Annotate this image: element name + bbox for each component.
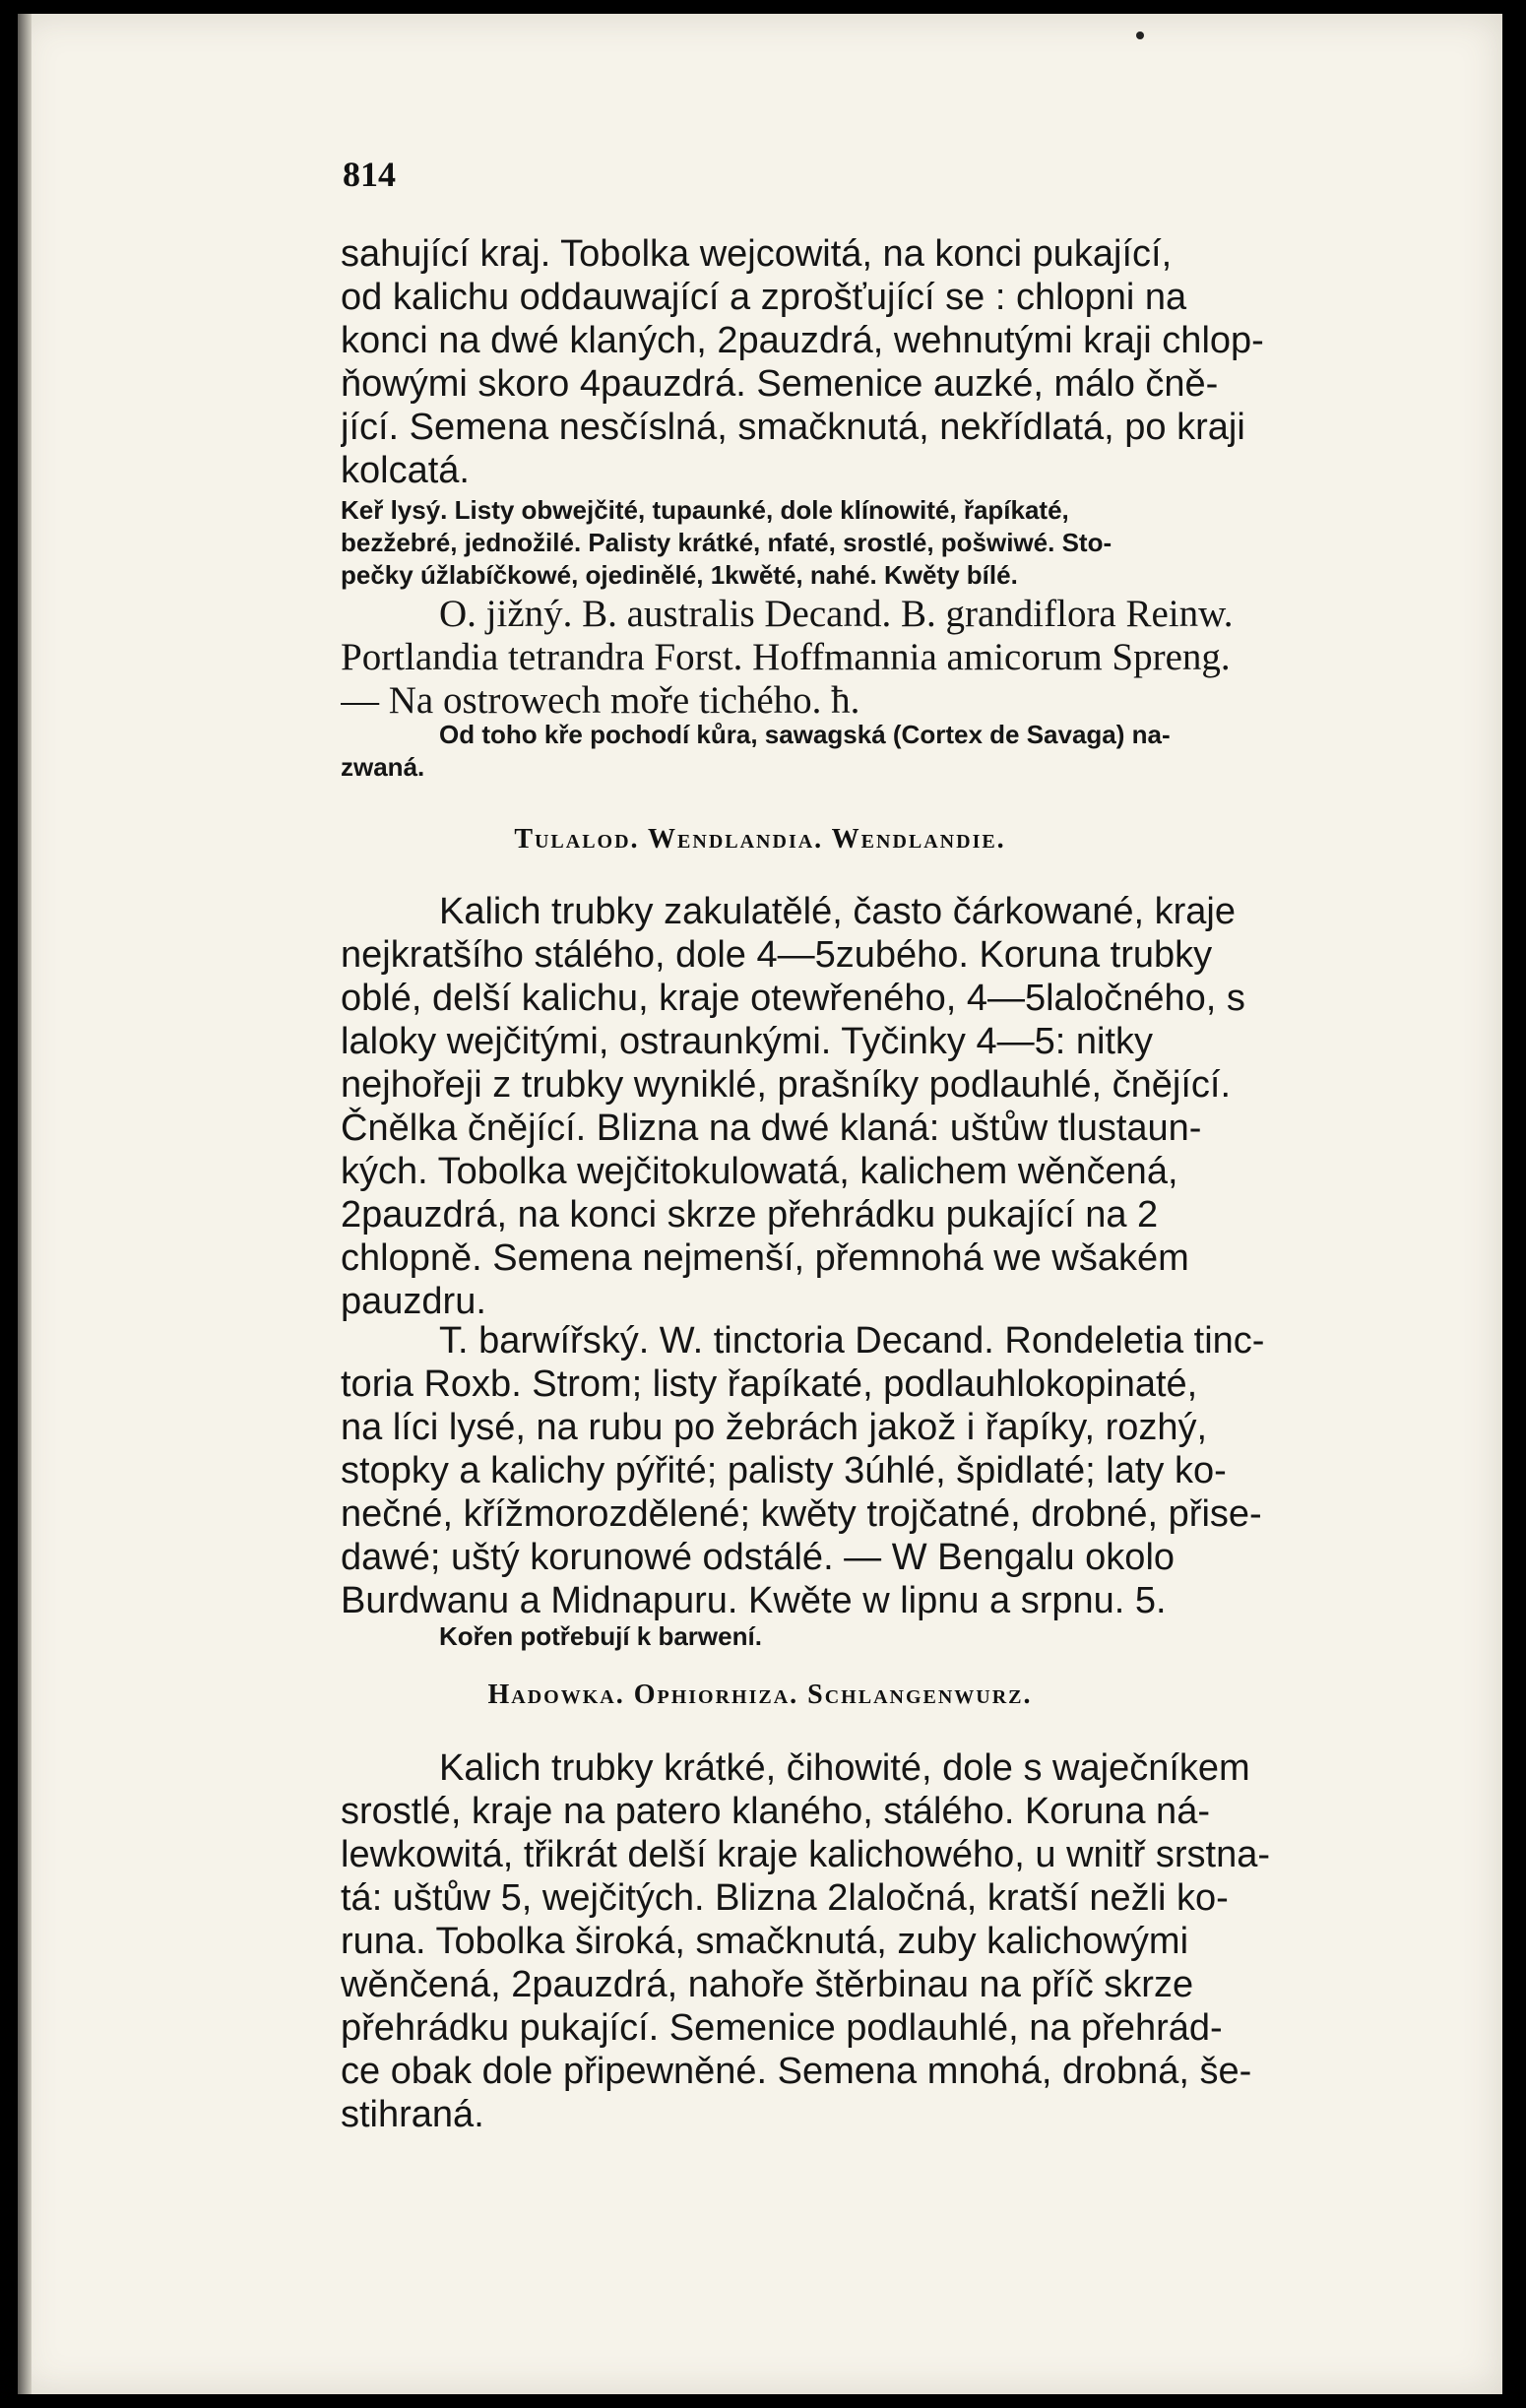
text-line: stopky a kalichy pýřité; palisty 3úhlé, špidlaté; laty ko- <box>341 1450 1227 1491</box>
text-line: sahující kraj. Tobolka wejcowitá, na konci pukající, <box>341 233 1173 275</box>
text-line: pauzdru. <box>341 1281 486 1322</box>
page-number: 814 <box>343 155 396 194</box>
page-binding-edge <box>18 14 32 2394</box>
text-line: pečky úžlabíčkowé, ojedinělé, 1kwěté, nahé. Kwěty bílé. <box>341 560 1018 590</box>
text-line: Keř lysý. Listy obwejčité, tupaunké, dole klínowité, řapíkaté, <box>341 495 1069 525</box>
text-line: runa. Tobolka široká, smačknutá, zuby kalichowými <box>341 1921 1189 1962</box>
text-line: kých. Tobolka wejčitokulowatá, kalichem wěnčená, <box>341 1151 1178 1192</box>
text-line: Kalich trubky zakulatělé, často čárkowané, kraje <box>439 891 1236 932</box>
paragraph-wendlandia-tinctoria <box>341 1319 1433 1622</box>
paragraph-capsule-description <box>341 232 1433 492</box>
text-line: zwaná. <box>341 752 425 782</box>
text-line: laloky wejčitými, ostraunkými. Tyčinky 4—5: nitky <box>341 1021 1153 1062</box>
paragraph-species-synonyms <box>341 593 1433 723</box>
text-line: Portlandia tetrandra Forst. Hoffmannia amicorum Spreng. <box>341 636 1231 678</box>
text-line: — Na ostrowech moře tichého. ħ. <box>341 679 860 722</box>
text-line: od kalichu oddauwající a zprošťující se : chlopni na <box>341 277 1187 318</box>
text-line: nejhořeji z trubky wyniklé, prašníky podlauhlé, čnějící. <box>341 1064 1232 1106</box>
text-line: tá: uštůw 5, wejčitých. Blizna 2laločná, kratší nežli ko- <box>341 1877 1229 1919</box>
text-line: nečné, křížmorozdělené; kwěty trojčatné, drobné, přise- <box>341 1493 1262 1535</box>
text-line: konci na dwé klaných, 2pauzdrá, wehnutými kraji chlop- <box>341 320 1264 361</box>
text-line: O. jižný. B. australis Decand. B. grandiflora Reinw. <box>439 593 1234 635</box>
text-line: oblé, delší kalichu, kraje otewřeného, 4—5laločného, s <box>341 978 1245 1019</box>
text-line: lewkowitá, třikrát delší kraje kalichowého, u wnitř srstna- <box>341 1834 1271 1875</box>
text-line: 2pauzdrá, na konci skrze přehrádku pukající na 2 <box>341 1194 1159 1236</box>
text-line: toria Roxb. Strom; listy řapíkaté, podlauhlokopinaté, <box>341 1363 1198 1405</box>
text-line: srostlé, kraje na patero klaného, stálého. Koruna ná- <box>341 1791 1210 1832</box>
text-line: wěnčená, 2pauzdrá, nahoře štěrbinau na příč skrze <box>341 1964 1194 2005</box>
text-line: přehrádku pukající. Semenice podlauhlé, na přehrád- <box>341 2007 1223 2049</box>
paragraph-root-use <box>341 1620 1433 1653</box>
genus-heading-ophiorhiza: Hadowka. Ophiorhiza. Schlangenwurz. <box>487 1679 1033 1710</box>
ink-dot <box>1136 32 1144 39</box>
text-line: na líci lysé, na rubu po žebrách jakož i řapíky, rozhý, <box>341 1407 1208 1448</box>
paragraph-shrub-description <box>341 494 1433 592</box>
paragraph-wendlandia-description <box>341 890 1433 1323</box>
text-line: Od toho kře pochodí kůra, sawagská (Cortex de Savaga) na- <box>439 720 1171 749</box>
text-line: stihraná. <box>341 2094 484 2135</box>
text-line: Čnělka čnějící. Blizna na dwé klaná: uštůw tlustaun- <box>341 1108 1202 1149</box>
text-line: ňowými skoro 4pauzdrá. Semenice auzké, málo čně- <box>341 363 1219 405</box>
text-line: T. barwířský. W. tinctoria Decand. Rondeletia tinc- <box>439 1320 1265 1362</box>
paragraph-ophiorhiza-description <box>341 1746 1433 2136</box>
text-line: Burdwanu a Midnapuru. Kwěte w lipnu a srpnu. 5. <box>341 1580 1167 1621</box>
text-line: dawé; uštý korunowé odstálé. — W Bengalu okolo <box>341 1537 1176 1578</box>
text-line: kolcatá. <box>341 450 470 491</box>
text-line: nejkratšího stálého, dole 4—5zubého. Koruna trubky <box>341 934 1213 976</box>
genus-heading-wendlandia: Tulalod. Wendlandia. Wendlandie. <box>514 824 1006 855</box>
text-line: bezžebré, jednožilé. Palisty krátké, nfaté, srostlé, pošwiwé. Sto- <box>341 528 1113 557</box>
text-line: Kořen potřebují k barwení. <box>439 1621 762 1651</box>
paragraph-bark-note <box>341 719 1433 784</box>
text-line: ce obak dole připewněné. Semena mnohá, drobná, še- <box>341 2051 1252 2092</box>
text-line: jící. Semena nesčíslná, smačknutá, nekřídlatá, po kraji <box>341 407 1245 448</box>
text-line: chlopně. Semena nejmenší, přemnohá we wšakém <box>341 1237 1189 1279</box>
text-line: Kalich trubky krátké, čihowité, dole s waječníkem <box>439 1747 1250 1789</box>
book-page <box>18 14 1502 2394</box>
